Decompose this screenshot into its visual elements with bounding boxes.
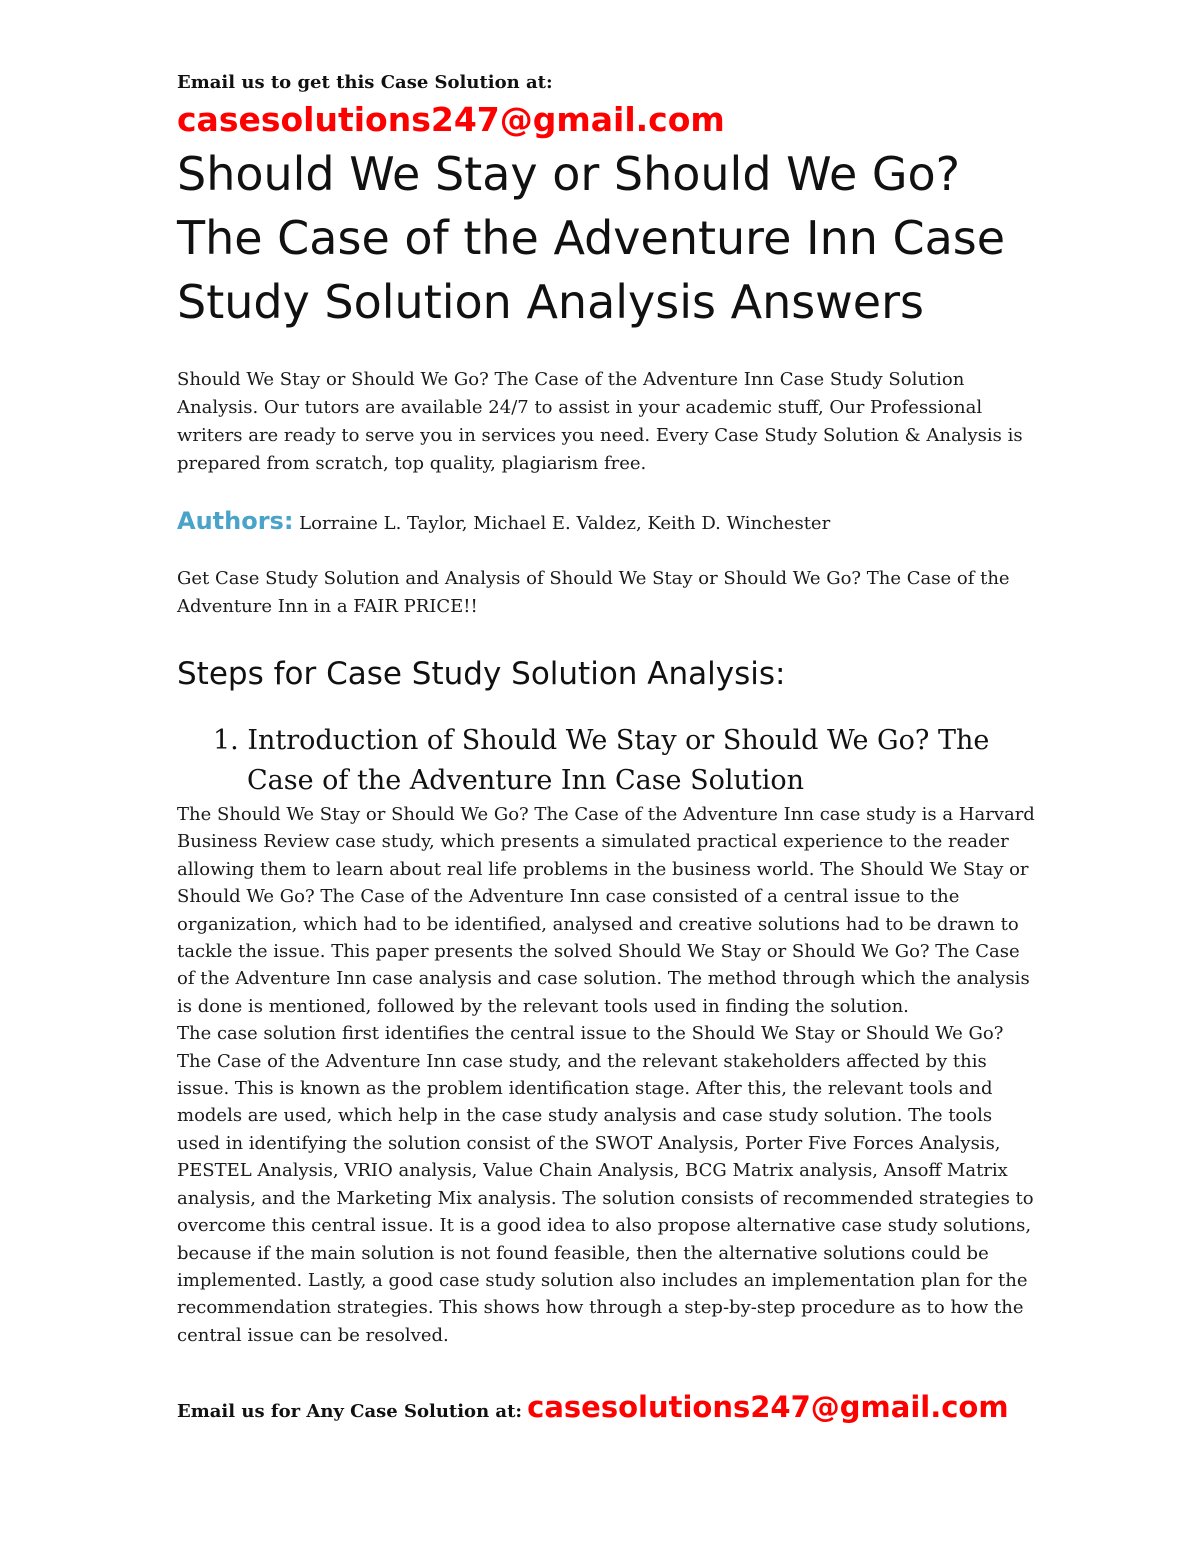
footer-label: Email us for Any Case Solution at: bbox=[177, 1401, 523, 1423]
step-1-heading: 1. Introduction of Should We Stay or Should We Go? The Case of the Adventure Inn Case Solution bbox=[213, 725, 990, 796]
page-title: Should We Stay or Should We Go? The Case of the Adventure Inn Case Study Solution Analysis Answers bbox=[177, 147, 1006, 329]
step-1-paragraph-2: The case solution first identifies the central issue to the Should We Stay or Should We Go? The Case of the Adventure Inn case study, and the relevant stakeholders affected by this issue. This is known as the problem identification stage. After this, the relevant tools and models are used, which help in the case study analysis and case study solution. The tools used in identifying the solution consist of the SWOT Analysis, Porter Five Forces Analysis, PESTEL Analysis, VRIO analysis, Value Chain Analysis, BCG Matrix analysis, Ansoff Matrix analysis, and the Marketing Mix analysis. The solution consists of recommended strategies to overcome this central issue. It is a good idea to also propose alternative case study solutions, because if the main solution is not found feasible, then the alternative solutions could be implemented. Lastly, a good case study solution also includes an implementation plan for the recommendation strategies. This shows how through a step-by-step procedure as to how the central issue can be resolved. bbox=[177, 1023, 1034, 1346]
authors-label: Authors: bbox=[177, 507, 294, 535]
footer-email-link[interactable]: casesolutions247@gmail.com bbox=[527, 1390, 1009, 1425]
cta-paragraph: Get Case Study Solution and Analysis of Should We Stay or Should We Go? The Case of the Adventure Inn in a FAIR PRICE!! bbox=[177, 568, 1010, 617]
step-1-paragraph-1: The Should We Stay or Should We Go? The Case of the Adventure Inn case study is a Harvard Business Review case study, which presents a simulated practical experience to the reader allowing them to learn about real life problems in the business world. The Should We Stay or Should We Go? The Case of the Adventure Inn case consisted of a central issue to the organization, which had to be identified, analysed and creative solutions had to be drawn to tackle the issue. This paper presents the solved Should We Stay or Should We Go? The Case of the Adventure Inn case analysis and case solution. The method through which the analysis is done is mentioned, followed by the relevant tools used in finding the solution. bbox=[177, 804, 1035, 1017]
steps-heading: Steps for Case Study Solution Analysis: bbox=[177, 656, 786, 692]
authors-names: Lorraine L. Taylor, Michael E. Valdez, Keith D. Winchester bbox=[299, 513, 831, 534]
intro-paragraph: Should We Stay or Should We Go? The Case of the Adventure Inn Case Study Solution Analysis. Our tutors are available 24/7 to assist in your academic stuff, Our Professional writers are ready to serve you in services you need. Every Case Study Solution & Analysis is prepared from scratch, top quality, plagiarism free. bbox=[177, 369, 1023, 474]
footer-contact bbox=[177, 1387, 1037, 1432]
email-intro-text: Email us to get this Case Solution at: bbox=[177, 72, 553, 93]
document-page bbox=[177, 70, 1037, 1432]
contact-email-link[interactable]: casesolutions247@gmail.com bbox=[177, 100, 725, 139]
authors-line bbox=[177, 506, 1037, 539]
